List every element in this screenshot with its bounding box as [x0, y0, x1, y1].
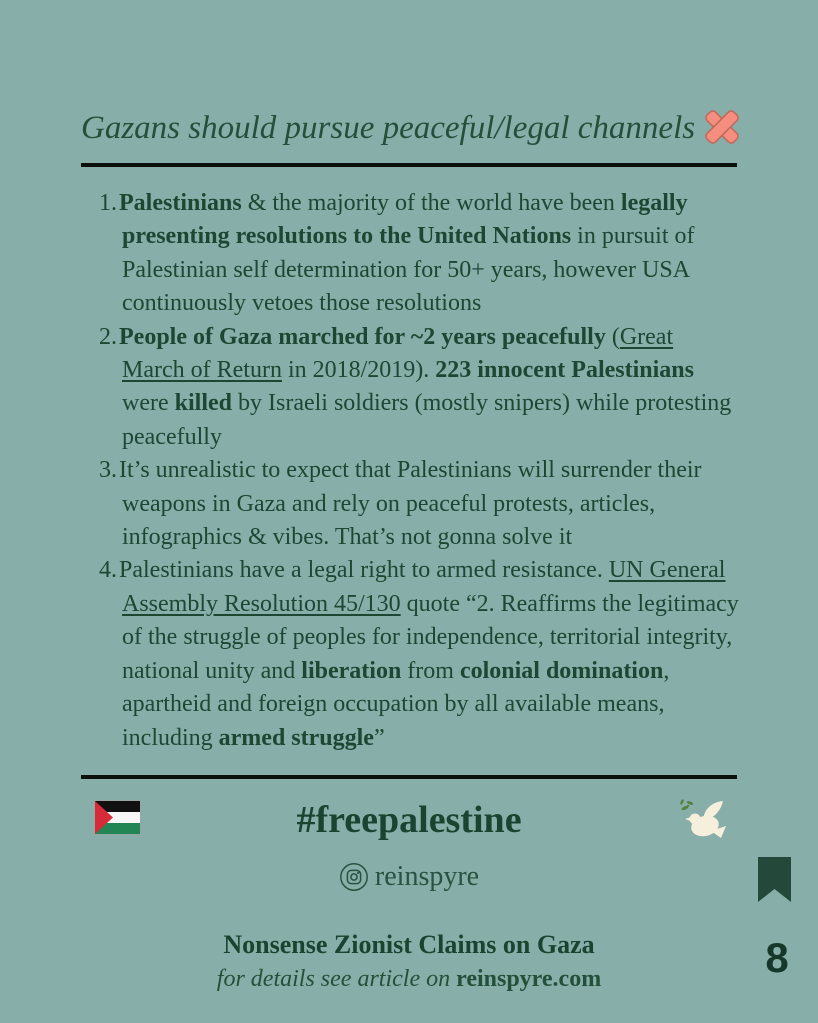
- divider-top: [81, 163, 737, 167]
- claim-text: ”: [373, 724, 385, 751]
- claim-text: (: [605, 323, 620, 350]
- series-site-link[interactable]: reinspyre.com: [456, 966, 602, 992]
- series-title: Nonsense Zionist Claims on Gaza: [223, 930, 595, 959]
- bookmark-icon[interactable]: [758, 857, 791, 902]
- claim-text: armed struggle: [218, 724, 374, 751]
- claim-text: It’s unrealistic to expect that Palestinians will surrender their weapons in Gaza and rely on peaceful protests, articles, infographics & vibes. That’s not gonna solve it: [119, 457, 702, 551]
- claim-text: legally presenting resolutions to the United Nations: [122, 190, 688, 250]
- claim-number: 2.: [99, 323, 117, 350]
- claim-text: colonial domination: [459, 657, 664, 684]
- claim-item: [99, 454, 739, 554]
- series-note-prefix: for details see article on: [216, 966, 457, 992]
- claim-text: 223 innocent Palestinians: [435, 357, 694, 384]
- claim-number: 3.: [99, 457, 117, 484]
- claim-text: & the majority of the world have been: [241, 190, 621, 216]
- claim-item: [99, 321, 739, 455]
- page-number: 8: [765, 934, 789, 981]
- claim-text: in 2018/2019).: [281, 357, 436, 384]
- claim-item: [99, 187, 739, 321]
- claim-text: killed: [174, 390, 232, 417]
- underlined-reference-text[interactable]: Great March of Return: [122, 323, 674, 384]
- claim-text: were: [122, 390, 175, 417]
- page-title: [81, 104, 737, 152]
- claim-text: in pursuit of Palestinian self determination for 50+ years, however USA continuously vetoes those resolutions: [122, 223, 695, 317]
- claim-text: Palestinians: [119, 190, 242, 216]
- claim-text: , apartheid and foreign occupation by all available means, including: [122, 657, 670, 751]
- series-note: [0, 962, 818, 996]
- hashtag-text: #freepalestine: [296, 799, 522, 841]
- underlined-reference-text[interactable]: UN General Assembly Resolution 45/130: [122, 557, 726, 617]
- instagram-icon: [339, 862, 369, 892]
- claim-text: from: [401, 657, 460, 684]
- claim-text: People of Gaza marched for ~2 years peacefully: [119, 323, 606, 350]
- claim-text: Palestinians have a legal right to armed resistance.: [119, 557, 609, 584]
- claim-text: liberation: [301, 657, 402, 684]
- divider-bottom: [81, 775, 737, 779]
- claim-text: by Israeli soldiers (mostly snipers) while protesting peacefully: [122, 390, 732, 450]
- cross-mark-icon: [701, 107, 743, 147]
- claim-number: 4.: [99, 557, 117, 584]
- claims-list: [99, 187, 739, 755]
- page-title-text: Gazans should pursue peaceful/legal channels: [81, 110, 696, 146]
- claim-number: 1.: [99, 190, 117, 216]
- handle-text: reinspyre: [374, 861, 480, 892]
- claim-text: quote “2. Reaffirms the legitimacy of the struggle of peoples for independence, territorial integrity, national unity and: [122, 590, 739, 684]
- claim-item: [99, 554, 739, 754]
- dove-icon: [677, 793, 727, 845]
- instagram-handle[interactable]: [0, 857, 818, 897]
